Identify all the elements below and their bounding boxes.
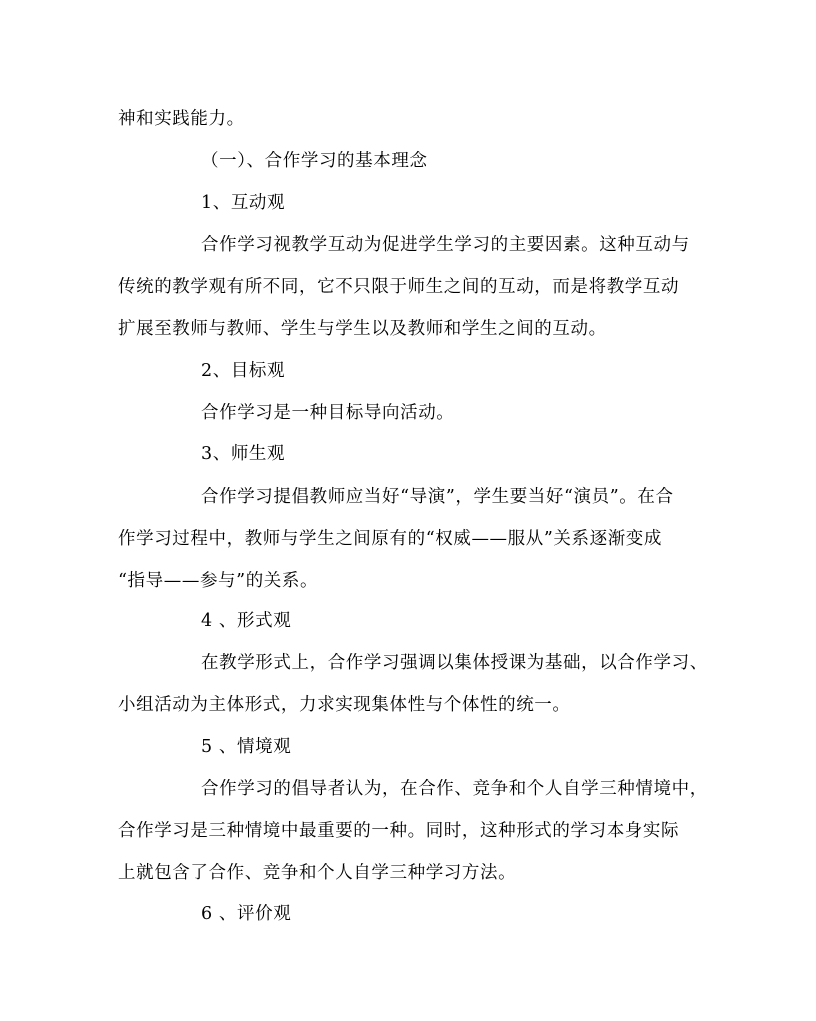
paragraph-line: 作学习过程中，教师与学生之间原有的“权威——服从”关系逐渐变成 (118, 529, 662, 549)
paragraph-line: 合作学习的倡导者认为，在合作、竞争和个人自学三种情境中， (201, 779, 708, 799)
paragraph-line: 传统的教学观有所不同，它不只限于师生之间的互动，而是将教学互动 (118, 277, 680, 297)
paragraph-line: 合作学习是一种目标导向活动。 (201, 403, 455, 423)
paragraph-line: 合作学习视教学互动为促进学生学习的主要因素。这种互动与 (201, 235, 690, 255)
paragraph-line: 合作学习是三种情境中最重要的一种。同时，这种形式的学习本身实际 (118, 821, 680, 841)
paragraph-line: 小组活动为主体形式，力求实现集体性与个体性的统一。 (118, 695, 571, 715)
paragraph-line: 扩展至教师与教师、学生与学生以及教师和学生之间的互动。 (118, 319, 607, 339)
subheading-situation: 5 、情境观 (201, 737, 292, 757)
paragraph-line: 上就包含了合作、竞争和个人自学三种学习方法。 (118, 863, 517, 883)
subheading-goal: 2、目标观 (201, 361, 286, 381)
paragraph-line: 合作学习提倡教师应当好“导演”，学生要当好“演员”。在合 (201, 487, 674, 507)
subheading-form: 4 、形式观 (201, 611, 292, 631)
paragraph-continuation: 神和实践能力。 (118, 109, 245, 129)
paragraph-line: 在教学形式上，合作学习强调以集体授课为基础，以合作学习、 (201, 653, 708, 673)
subheading-teacher-student: 3、师生观 (201, 444, 286, 464)
subheading-evaluation: 6 、评价观 (201, 904, 292, 924)
subheading-interaction: 1、互动观 (201, 193, 286, 213)
section-heading: （一）、合作学习的基本理念 (201, 151, 428, 171)
paragraph-line: “指导——参与”的关系。 (118, 571, 319, 591)
